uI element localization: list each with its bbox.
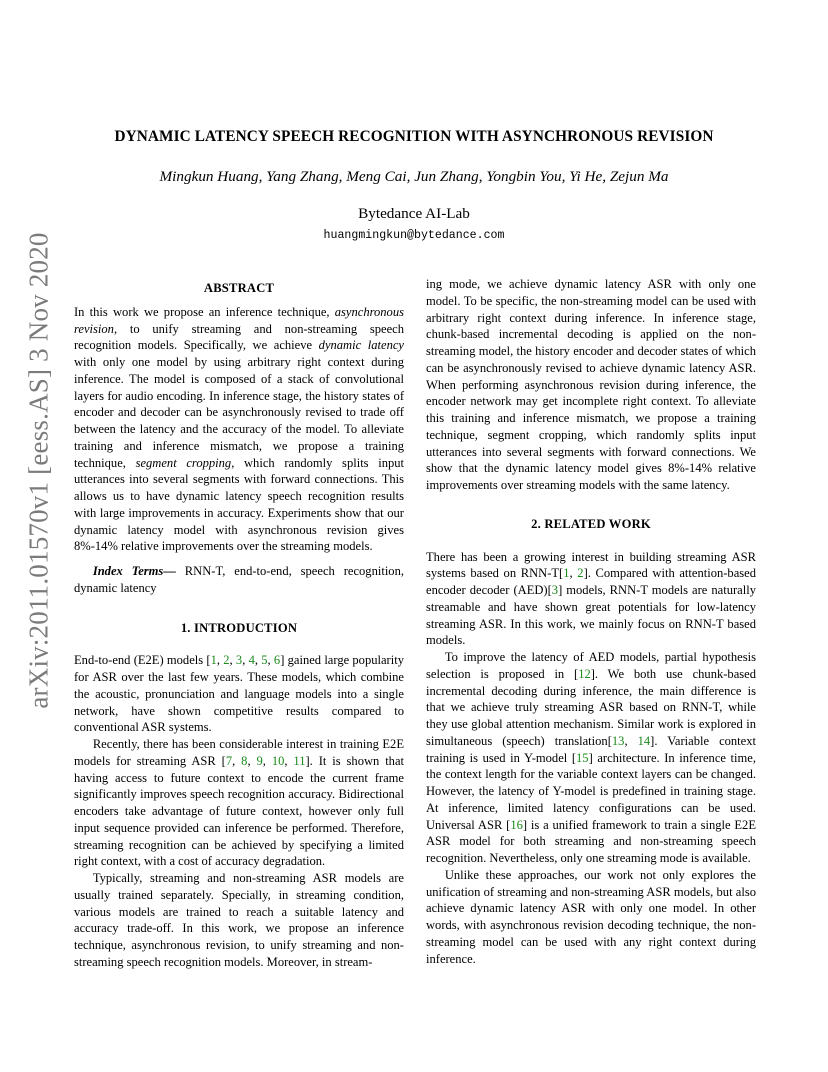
- citation-link[interactable]: 9: [256, 753, 263, 768]
- intro-p2-text-b: ]. It is shown that having access to future context to encode the current frame significantly improves speech recognition accuracy. Bidirectional encoders take advantage of future context, however only full input sequence provided can inference be performed. Therefore, streaming recognition can be achieved by specifying a limited right context, with a cost of accuracy degradation.: [74, 753, 405, 869]
- citation-link[interactable]: 12: [578, 666, 591, 681]
- index-terms: [74, 563, 404, 597]
- introduction-heading: 1. INTRODUCTION: [180, 620, 298, 635]
- citation-link[interactable]: 5: [261, 653, 268, 668]
- abstract-text-3: with only one model by using arbitrary right context during inference. The model is composed of a stack of convolutional layers for audio encoding. In inference stage, the history states of encoder and decoder can be asynchronously revised to trade off between the latency and the accuracy of the model. To alleviate training and inference mismatch, we propose a training technique,: [74, 355, 404, 470]
- related-p2-text-c: ]. Variable context training is used in Y-model [: [426, 733, 756, 765]
- index-terms-text: RNN-T, end-to-end, speech recognition, dynamic latency: [74, 564, 404, 595]
- intro-p1-text-b: ] gained large popularity for ASR over the last few years. These models, which combine the acoustic, pronunciation and language models into a single network, have shown competitive results compared to conventional ASR systems.: [74, 653, 404, 735]
- related-p2-text-b: ]. We both use chunk-based incremental decoding during inference, the main difference is that we achieve truly streaming ASR based on RNN-T, while they use global attention mechanism. Similar work is explored in simultaneous (speech) translation[: [426, 666, 756, 748]
- citation-link[interactable]: 3: [551, 583, 559, 597]
- abstract-heading: ABSTRACT: [203, 281, 275, 295]
- intro-paragraph-3: Typically, streaming and non-streaming ASR models are usually trained separately. Specially, in streaming condition, various models are trained to reach a suitable latency and accuracy trade-off. In this work, we propose an inference technique, asynchronous revision, to unify streaming and non-streaming speech recognition models. Moreover, in stream-: [74, 871, 404, 969]
- related-paragraph-1: There has been a growing interest in building streaming ASR systems based on RNN-T[1, 2]. Compared with attention-based encoder decoder (AED)[3] models, RNN-T models are naturally streamable and have shown great potentials for low-latency streaming ASR. In this work, we mainly focus on RNN-T based models.: [426, 549, 756, 648]
- related-paragraph-2: To improve the latency of AED models, partial hypothesis selection is proposed in [12]. We both use chunk-based incremental decoding during inference, the main difference is that we achieve truly streaming ASR based on RNN-T, while they use global attention mechanism. Similar work is explored in simultaneous (speech) translation[13, 14]. Variable context training is used in Y-model [15] architecture. In inference time, the context length for the variable context layers can be changed. However, the latency of Y-model is predefined in training stage. At inference, limited latency configurations can be used. Universal ASR [16] is a unified framework to train a single E2E ASR model for both streaming and non-streaming speech recognition. Nevertheless, only one streaming mode is available.: [426, 650, 756, 865]
- citation-link[interactable]: 16: [510, 817, 523, 832]
- citation-link[interactable]: 13: [611, 733, 625, 748]
- citation-link[interactable]: 11: [293, 753, 306, 768]
- intro-paragraph-1: End-to-end (E2E) models [1, 2, 3, 4, 5, 6] gained large popularity for ASR over the last few years. These models, which combine the acoustic, pronunciation and language models into a single network, have shown competitive results compared to conventional ASR systems.: [74, 653, 404, 735]
- related-p1-text-d: ] models, RNN-T models are naturally streamable and have shown great potentials for low-latency streaming ASR. In this work, we mainly focus on RNN-T based models.: [426, 583, 756, 648]
- citation-link[interactable]: 1: [563, 566, 570, 581]
- intro-p2-text-a: Recently, there has been considerable interest in training E2E models for streaming ASR [: [74, 737, 404, 768]
- right-column: [426, 276, 756, 967]
- intro-paragraph-2: Recently, there has been considerable interest in training E2E models for streaming ASR [7, 8, 9, 10, 11]. It is shown that having access to future context to encode the current frame significantly improves speech recognition accuracy. Bidirectional encoders take advantage of future context, however only full input sequence provided can inference be performed. Therefore, streaming recognition can be achieved by specifying a limited right context, with a cost of accuracy degradation.: [74, 737, 405, 869]
- related-p2-text-a: To improve the latency of AED models, partial hypothesis selection is proposed in [: [426, 650, 756, 681]
- citation-link[interactable]: 2: [223, 653, 230, 668]
- citation-link[interactable]: 1: [210, 653, 217, 668]
- abstract-term-asynchronous-revision: asynchronous revision: [74, 304, 404, 336]
- paper-authors: Mingkun Huang, Yang Zhang, Meng Cai, Jun Zhang, Yongbin You, Yi He, Zejun Ma: [159, 168, 669, 185]
- abstract-text: [74, 304, 404, 555]
- related-p2-text-e: ] is a unified framework to train a single E2E ASR model for both streaming and non-streaming speech recognition. Nevertheless, only one streaming mode is available.: [426, 817, 756, 865]
- citation-link[interactable]: 15: [576, 750, 589, 765]
- related-paragraph-3: Unlike these approaches, our work not only explores the unification of streaming and non-streaming ASR models, but also achieve dynamic latency ASR with only one model. In other words, with asynchronous revision decoding technique, the non-streaming model can be used with any right context during inference.: [426, 867, 756, 966]
- citation-link[interactable]: 4: [248, 653, 255, 668]
- citation-link[interactable]: 2: [577, 566, 584, 581]
- abstract-term-dynamic-latency: dynamic latency: [318, 338, 404, 353]
- citation-link[interactable]: 3: [235, 653, 243, 668]
- citation-link[interactable]: 7: [225, 753, 233, 768]
- citation-link[interactable]: 10: [271, 753, 285, 768]
- arxiv-side-label: [22, 231, 56, 709]
- paper-title: DYNAMIC LATENCY SPEECH RECOGNITION WITH ASYNCHRONOUS REVISION: [114, 128, 714, 145]
- abstract-term-segment-cropping: segment cropping: [135, 455, 232, 470]
- citation-link[interactable]: 6: [273, 653, 281, 668]
- citation-link[interactable]: 8: [241, 753, 248, 768]
- abstract-text-4: , which randomly splits input utterances into several segments with forward connections. This allows us to have dynamic latency speech recognition results with large improvements in accuracy. Experiments show that our dynamic latency model with asynchronous revision gives 8%-14% relative improvements over the streaming models.: [74, 455, 405, 554]
- intro-p1-text-a: End-to-end (E2E) models [: [74, 653, 211, 668]
- index-terms-label: Index Terms: [92, 564, 164, 578]
- abstract-text-1: In this work we propose an inference technique,: [74, 304, 335, 319]
- related-p1-text-a: There has been a growing interest in building streaming ASR systems based on RNN-T[: [426, 549, 756, 581]
- abstract-text-2: , to unify streaming and non-streaming speech recognition models. Specifically, we achieve: [74, 321, 404, 353]
- affiliation: Bytedance AI-Lab: [358, 205, 470, 222]
- citation-link[interactable]: 14: [637, 733, 651, 748]
- arxiv-identifier: arXiv:2011.01570v1 [eess.AS] 3 Nov 2020: [23, 231, 54, 709]
- related-p1-text-b: ]. Compared with attention-based encoder decoder (AED)[: [426, 566, 756, 597]
- related-work-heading: 2. RELATED WORK: [531, 516, 651, 531]
- index-terms-dash: —: [163, 564, 185, 578]
- related-p2-text-d: ] architecture. In inference time, the context length for the variable context layers can be changed. However, the latency of Y-model is predefined in training stage. At inference, limited latency configurations can be used. Universal ASR [: [426, 750, 756, 832]
- left-column: [74, 276, 404, 971]
- intro-paragraph-3-continued: ing mode, we achieve dynamic latency ASR with only one model. To be specific, the non-streaming model can be used with arbitrary right context during inference. In inference stage, chunk-based incremental decoding is applied on the non-streaming model, the history encoder and decoder states of which can be asynchronously revised to achieve dynamic latency ASR. When performing asynchronous revision during inference, the encoder network may get incomplete right context. To alleviate this training and inference mismatch, we propose a training technique, segment cropping, which randomly splits input utterances into several segments with forward connections. We show that the dynamic latency model gives 8%-14% relative improvements over streaming models with the same latency.: [426, 277, 756, 492]
- author-email[interactable]: huangmingkun@bytedance.com: [323, 229, 505, 242]
